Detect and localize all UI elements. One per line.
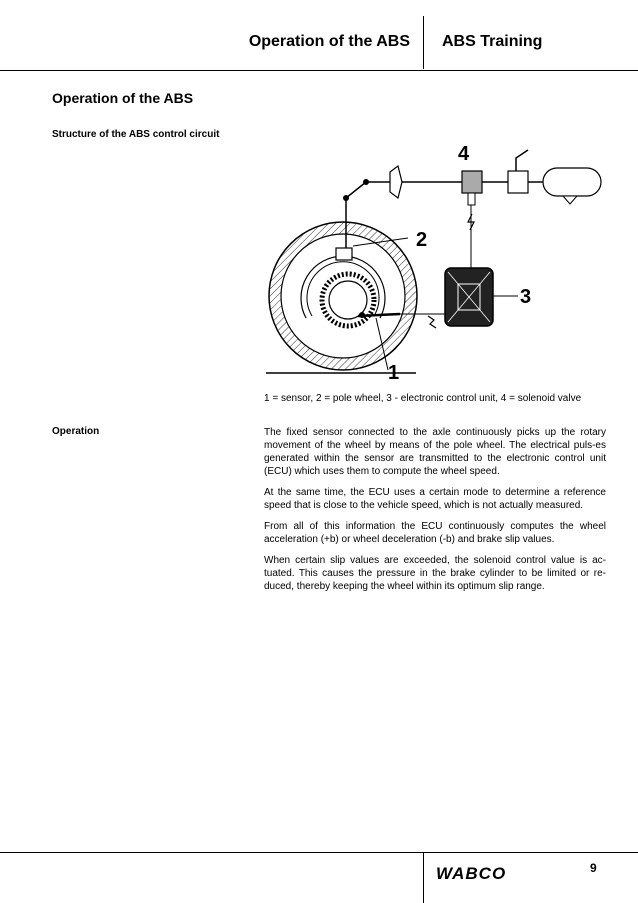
wabco-logo: WABCO [436,864,507,883]
page-title: Operation of the ABS [52,90,194,106]
abs-circuit-diagram [258,138,608,388]
operation-label: Operation [52,426,100,437]
operation-body [264,426,606,601]
header-right-title: ABS Training [442,33,543,50]
brake-line-joint [363,179,369,185]
section-subtitle: Structure of the ABS control circuit [52,129,220,140]
footer-rule [0,852,638,853]
figure-caption: 1 = sensor, 2 = pole wheel, 3 - electronic control unit, 4 = solenoid valve [264,393,582,404]
figure-label-4: 4 [458,143,470,165]
figure-label-2: 2 [416,229,428,251]
sensor-tip [359,312,365,318]
brake-pedal [516,150,528,171]
operation-paragraph: From all of this information the ECU continuously computes the wheel acceleration (+b) or wheel deceleration (-b) and brake slip values. [264,521,606,545]
header-divider [423,16,424,69]
operation-paragraph: When certain slip values are exceeded, the solenoid control value is ac-tuated. This causes the pressure in the brake cylinder to be limited or re-duced, thereby keeping the wheel within its optimum slip range. [264,555,606,592]
operation-paragraph: At the same time, the ECU uses a certain mode to determine a reference speed that is close to the vehicle speed, which is not actually measured. [264,487,606,511]
figure-label-3: 3 [520,286,532,308]
solenoid-valve-stem [468,193,475,205]
footer-divider [423,852,424,903]
operation-paragraph: The fixed sensor connected to the axle continuously picks up the rotary movement of the wheel by means of the pole wheel. The electrical puls-es generated within the sensor are transmitted to the electronic control unit (ECU) which uses them to compute the wheel speed. [264,427,606,477]
brake-chamber [390,166,402,198]
header-rule [0,70,638,71]
brake-cylinder [336,248,352,260]
brake-line-joint-lower [343,195,349,201]
solenoid-valve [462,171,482,193]
reservoir-drain [563,196,577,204]
page-number: 9 [590,861,597,875]
sensor-signal-icon [428,316,436,328]
air-reservoir [543,168,601,196]
header-left-title: Operation of the ABS [248,33,410,50]
figure-label-1: 1 [388,362,400,384]
brake-valve [508,171,528,193]
